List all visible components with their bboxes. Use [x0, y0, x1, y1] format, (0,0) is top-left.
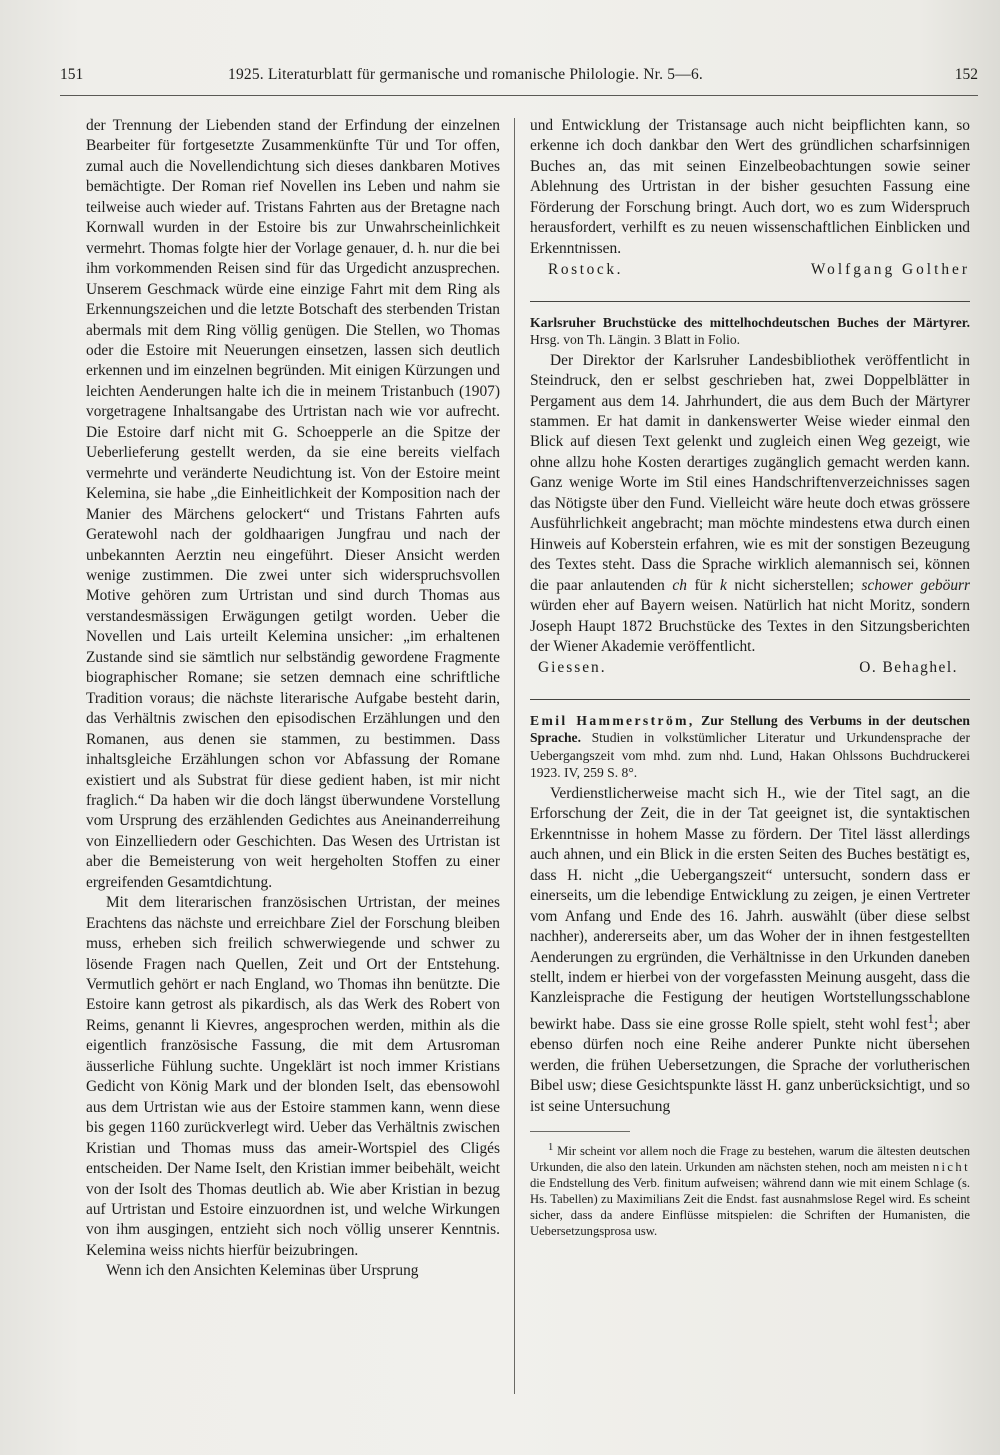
signature-golther — [530, 260, 970, 280]
review-title: Karlsruher Bruchstücke des mittelhochdeutschen Buches der Märtyrer. — [530, 314, 970, 330]
review-heading-maertyrer — [530, 314, 970, 349]
review-heading-hammerstroem — [530, 712, 970, 782]
running-header — [60, 66, 978, 92]
column-divider — [514, 118, 515, 1394]
right-page-number: 152 — [954, 66, 978, 83]
emphasis-schower: schower geböurr — [861, 576, 970, 594]
emphasis-ch: ch — [672, 576, 687, 594]
signature-behaghel — [530, 658, 970, 678]
right-column — [530, 116, 970, 1239]
footnote: $^1$ Mir scheint vor allem noch die Frage zu bestehen, warum die ältesten deutschen Urkunden, die also den latein. Urkunden am nächsten stehen, noch am meisten nicht die Endstellung des Verb. finitum aufweisen; während dann wie mit einem Schlage (s. Hs. Tabellen) zu Maximilians Zeit die Endst. fast ausnahmslose Regel wird. Es scheint sicher, dass da andere Einflüsse mitspielen: die Schriften der Humanisten, die Uebersetzungsprosa usw. — [530, 1142, 971, 1239]
signature-place: Rostock. — [548, 261, 624, 279]
signature-author: O. Behaghel. — [859, 659, 958, 677]
emphasis-k: k — [720, 576, 727, 594]
journal-title: 1925. Literaturblatt für germanische und romanische Philologie. Nr. 5—6. — [228, 66, 703, 83]
left-page-number: 151 — [60, 66, 84, 83]
left-paragraph-2: Mit dem literarischen französischen Urtristan, der meines Erachtens das nächste und erreichbare Ziel der Forschung bleiben muss, erheben sich freilich schwerwiegende und schwer zu lösende Fragen nach Quellen, Zeit und Ort der Entstehung. Vermutlich gehört er nach England, wo Thomas ihn benützte. Die Estoire kann getrost als pikardisch, als das Werk des Robert von Reims, genannt li Kievres, angesprochen werden, mithin als die eigentlich französische Fassung, die mit dem Artusroman äusserliche Fühlung suchte. Ungeklärt ist noch immer Kristians Gedicht von König Mark und der blonden Iselt, das ebensowohl aus dem Urtristan wie aus der Estoire stammen kann, wenn diese bis gegen 1160 zurückverlegt wird. Ueber das Verhältnis zwischen Kristian und Thomas muss das ameir-Wortspiel des Cligés entscheiden. Der Name Iselt, den Kristian immer beibehält, weicht von der Isolt des Thomas deutlich ab. Wie aber Kristian in bezug auf Urtristan und Estoire einzuordnen ist, und welche Wirkungen von ihm ausgingen, entzieht sich noch völlig unserer Kenntnis. Kelemina weiss nichts hierfür beizubringen. — [86, 894, 500, 1259]
signature-place: Giessen. — [538, 659, 607, 677]
review-title: Zur Stellung des Verbums in der deutschen Sprache. — [530, 712, 970, 746]
review-meta: Hrsg. von Th. Längin. 3 Blatt in Folio. — [530, 332, 741, 348]
right-paragraph-1: und Entwicklung der Tristansage auch nicht beipflichten kann, so erkenne ich doch dankbar den Wert des gründlichen scharfsinnigen Buches an, das mit seinen Einzelbeobachtungen sowie seiner Ablehnung des Urtristan in der bisher gesuchten Fassung eine Förderung der Forschung bringt. Auch dort, wo es zum Widerspruch herausfordert, verhilft es zu neuen wissenschaftlichen Einblicken und Erkenntnissen. — [530, 117, 970, 257]
review-author: Emil Hammerström, — [530, 712, 695, 728]
footnote-reference: 1 — [927, 1011, 934, 1026]
right-paragraph-2: Der Direktor der Karlsruher Landesbibliothek veröffentlicht in Steindruck, den er selbst geschrieben hat, zwei Doppelblätter in Pergament aus dem 14. Jahrhundert, die aus dem Buch der Märtyrer stammen. Er hat damit in dankenswerter Weise wieder einmal den Blick auf diesen Text gelenkt und zugleich einen Weg gezeigt, wie ohne allzu hohe Kosten derartiges zugänglich gemacht werden kann. Ganz wenige Worte im Stil eines Handschriftenverzeichnisses sagen das Nötigste über den Fund. Vielleicht wäre heute doch etwas grössere Ausführlichkeit angebracht; man möchte mindestens etwa durch einen Hinweis auf Koberstein erfahren, wie es mit der sonstigen Bezeugung des Textes steht. Dass die Sprache wirklich alemannisch sei, können die paar anlautenden ch für k nicht sicherstellen; schower geböurr würden eher auf Bayern weisen. Natürlich hat nicht Moritz, sondern Joseph Haupt 1872 Bruchstücke des Textes in den Sitzungsberichten der Wiener Akademie veröffentlicht. — [530, 351, 970, 655]
spaced-nicht: nicht — [932, 1160, 970, 1175]
header-rule — [60, 95, 978, 96]
footnote-marker: 1 — [548, 1142, 554, 1154]
signature-author: Wolfgang Golther — [810, 261, 970, 279]
review-separator — [530, 301, 970, 302]
review-separator — [530, 699, 970, 700]
left-paragraph-3: Wenn ich den Ansichten Keleminas über Ursprung — [106, 1262, 419, 1280]
review-meta: Studien in volkstümlicher Literatur und Urkundensprache der Uebergangszeit vom mhd. zum nhd. Lund, Hakan Ohlssons Buchdruckerei 1923. IV, 259 S. 8°. — [530, 730, 970, 781]
left-paragraph-1: der Trennung der Liebenden stand der Erfindung der einzelnen Bearbeiter für fortgesetzte Zusammenkünfte Tür und Tor offen, zumal auch die Novellendichtung sich dieses dankbaren Motives bemächtigte. Der Roman rief Novellen ins Leben und nahm sie teilweise auch wieder auf. Tristans Fahrten aus der Bretagne nach Kornwall wurden in der Estoire bis zur Unwahrscheinlichkeit vermehrt. Thomas folgte hier der Vorlage genauer, d. h. nur die bei ihm vorkommenden Reisen sind für das Urgedicht anzusprechen. Unserem Geschmack würde eine einzige Fahrt mit dem Ring als Erkennungszeichen und die letzte Botschaft des sterbenden Tristan abermals mit dem Ring völlig genügen. Die Stellen, wo Thomas oder die Estoire mit Neuerungen einsetzen, lassen sich deutlich erkennen und im einzelnen begründen. Mit einigen Kürzungen und leichten Aenderungen halte ich die in meinem Tristanbuch (1907) vorgetragene Inhaltsangabe des Urtristan nach wie vor aufrecht. Die Estoire darf nicht mit G. Schoepperle an die Spitze der Ueberlieferung gestellt werden, da sie eine bereits vielfach vermehrte und veränderte Neudichtung ist. Von der Estoire meint Kelemina, sie habe „die Einheitlichkeit der Komposition nach der Manier des Märchens gelockert“ und Tristans Fahrten aufs Geratewohl nach der goldhaarigen Jungfrau und nach der unbekannten Aerztin neu eingeführt. Dieser Ansicht werden wenige zustimmen. Die zwei unter sich widerspruchsvollen Motive gehören zum Urtristan und sind durch Thomas aus verstandesmässigen Erwägungen getilgt worden. Ueber die Novellen und Lais urteilt Kelemina unsicher: „im erhaltenen Zustande sind sie sämtlich nur selbständig gewordene Fragmente biographischer Romane; sie setzen demnach eine schriftliche Tradition voraus; die nächste literarische Aufgabe besteht darin, das Verhältnis zwischen den episodischen Erzählungen und den Romanen, aus denen sie stammen, zu bestimmen. Dass inhaltsgleiche Erzählungen schon vor Abfassung der Romane existiert und als Substrat für diese gedient haben, ist mir nicht fraglich.“ Da haben wir die doch längst überwundene Vorstellung vom Ursprung des erzählenden Gedichtes aus Aneinanderreihung von Einzelliedern oder Geschichten. Das Wesen des Urtristan ist aber die Bemeisterung von weit hergeholten Stoffen zu einer ergreifenden Gesamtdichtung. — [86, 117, 500, 891]
right-paragraph-3: Verdienstlicherweise macht sich H., wie der Titel sagt, an die Erforschung der Zeit, die in der Tat geeignet ist, die syntaktischen Erkenntnisse in hohem Masse zu fördern. Der Titel lässt allerdings auch ahnen, und ein Blick in die ersten Seiten des Buches bestätigt es, dass H. nicht „die Uebergangszeit“ untersucht, sondern dass er einerseits, um die lebendige Entwicklung zu zeigen, je einen Vertreter vom Anfang und Ende des 16. Jahrh. auswählt (über diese selbst nachher), andererseits aber, um das Woher der in ihnen festgestellten Aenderungen zu ergründen, die Verhältnisse in den Urkunden daneben stellt, indem er hierbei von der vorgefassten Meinung ausgeht, dass die Kanzleisprache die Festigung der heutigen Wortstellungsschablone bewirkt habe. Dass sie eine grosse Rolle spielt, steht wohl fest$^1$; aber ebenso dürfen noch eine Reihe anderer Punkte nicht übersehen werden, die frühen Uebersetzungen, die Sprache der vorlutherischen Bibel usw; diese Gesichtspunkte lässt H. ganz unberücksichtigt, und so ist seine Untersuchung — [530, 784, 970, 1115]
left-column — [86, 116, 500, 1282]
footnote-rule — [530, 1131, 630, 1132]
